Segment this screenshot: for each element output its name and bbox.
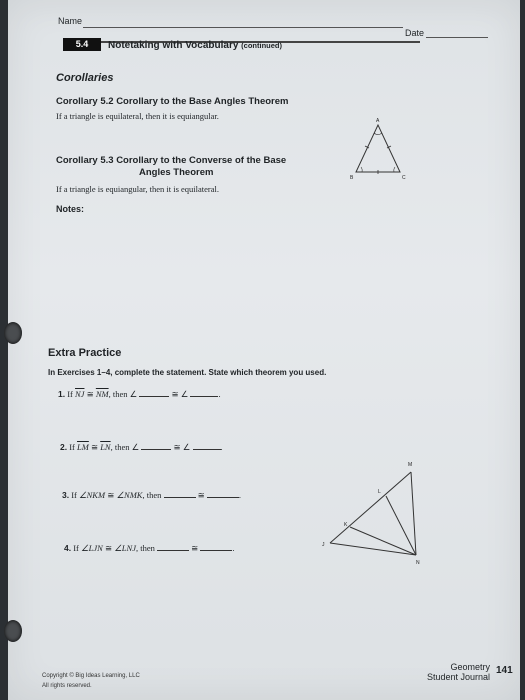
point-label-m: M xyxy=(408,462,413,468)
page-number: 141 xyxy=(496,665,513,676)
answer-blank[interactable] xyxy=(193,441,221,450)
rights-text: All rights reserved. xyxy=(42,683,92,689)
segment-ln xyxy=(386,496,416,555)
corollary-5-2-title: Corollary 5.2 Corollary to the Base Angles Theorem xyxy=(56,96,289,107)
date-line xyxy=(426,37,488,38)
exercise-3: 3. If ∠NKM ≅ ∠NMK, then ≅ . xyxy=(62,490,241,500)
exercise-2: 2. If $\overline{LM}$ ≅ $\overline{LN}$, then ∠ ≅ ∠ . xyxy=(60,442,223,452)
angle-arc xyxy=(361,167,362,172)
segment: $\overline{LM}$ xyxy=(77,442,89,452)
answer-blank[interactable] xyxy=(207,489,239,498)
corollary-5-3-title-line2: Angles Theorem xyxy=(139,167,214,178)
vertex-label-c: C xyxy=(402,175,406,181)
book-title: Geometry Student Journal xyxy=(426,662,490,682)
exercise-4: 4. If ∠LJN ≅ ∠LNJ, then ≅ . xyxy=(64,543,235,553)
name-label: Name xyxy=(58,16,83,26)
binder-hole xyxy=(4,322,22,344)
triangle-figure-mlkjn xyxy=(308,455,438,570)
equilateral-triangle-figure xyxy=(338,115,418,185)
equilateral-triangle xyxy=(356,125,400,172)
page-title-suffix: (continued) xyxy=(241,41,282,50)
answer-blank[interactable] xyxy=(200,542,232,551)
point-label-j: J xyxy=(322,542,325,548)
extra-practice-heading: Extra Practice xyxy=(48,347,122,359)
page-title xyxy=(108,40,282,51)
binder-hole xyxy=(4,620,22,642)
answer-blank[interactable] xyxy=(139,388,169,397)
answer-blank[interactable] xyxy=(157,542,189,551)
vertex-label-b: B xyxy=(350,175,354,181)
exercise-instructions: In Exercises 1–4, complete the statement. State which theorem you used. xyxy=(48,368,327,377)
segment: $\overline{NM}$ xyxy=(95,389,109,399)
point-label-k: K xyxy=(344,522,348,528)
journal-page xyxy=(8,0,520,700)
segment-mn xyxy=(411,472,416,555)
corollaries-heading: Corollaries xyxy=(56,72,114,84)
point-label-n: N xyxy=(416,560,420,566)
name-line xyxy=(83,27,403,28)
angle-arc xyxy=(394,167,395,172)
answer-blank[interactable] xyxy=(164,489,196,498)
segment-mj xyxy=(330,472,411,543)
section-badge: 5.4 xyxy=(63,38,101,51)
answer-blank[interactable] xyxy=(141,441,171,450)
corollary-5-3-title-line1: Corollary 5.3 Corollary to the Converse of the Base xyxy=(56,155,287,166)
segment: $\overline{NJ}$ xyxy=(75,389,85,399)
copyright-text: Copyright © Big Ideas Learning, LLC xyxy=(42,673,140,679)
angle-arc xyxy=(374,133,382,135)
corollary-5-3-text: If a triangle is equiangular, then it is equilateral. xyxy=(56,184,219,194)
notes-label: Notes: xyxy=(56,204,85,214)
segment: $\overline{LN}$ xyxy=(100,442,111,452)
vertex-label-a: A xyxy=(376,118,380,124)
date-label: Date xyxy=(405,28,425,38)
answer-blank[interactable] xyxy=(190,388,218,397)
corollary-5-2-text: If a triangle is equilateral, then it is equiangular. xyxy=(56,111,219,121)
point-label-l: L xyxy=(378,489,381,495)
exercise-1: 1. If $\overline{NJ}$ ≅ $\overline{NM}$, then ∠ ≅ ∠ . xyxy=(58,389,221,399)
page-title-text: Notetaking with Vocabulary xyxy=(108,40,239,51)
